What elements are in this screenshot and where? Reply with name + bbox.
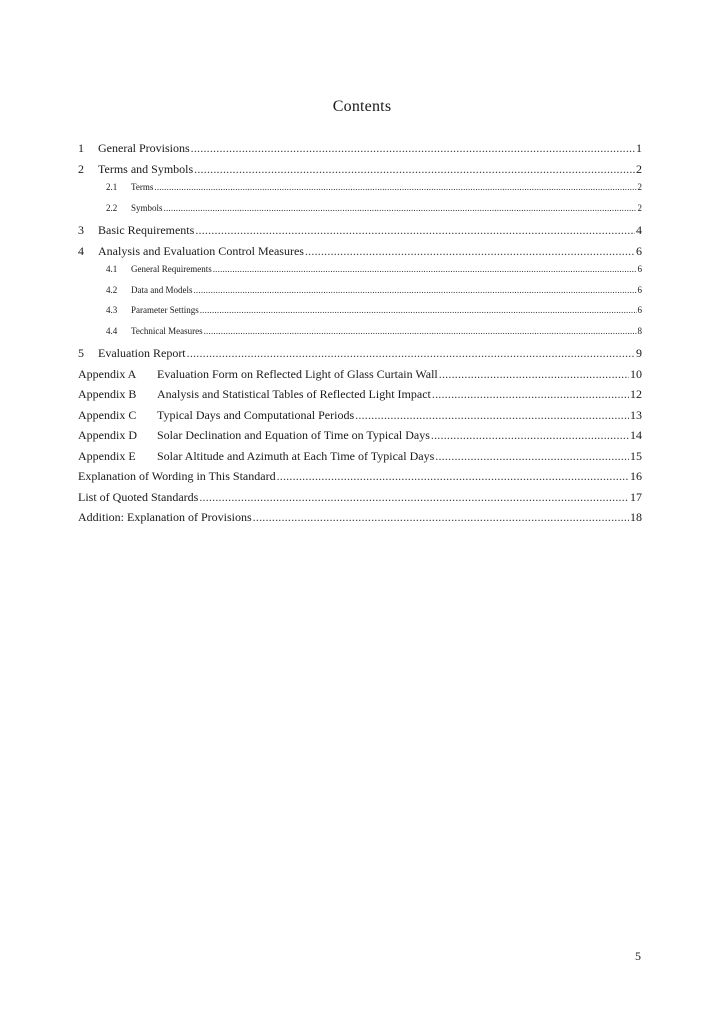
toc-entry-page: 13 bbox=[630, 407, 642, 422]
toc-entry-page: 14 bbox=[630, 428, 642, 442]
toc-entry[interactable] bbox=[78, 244, 642, 265]
toc-entry-label: Evaluation Report bbox=[98, 346, 186, 360]
toc-entry[interactable] bbox=[78, 449, 642, 470]
toc-entry[interactable] bbox=[78, 387, 642, 408]
toc-entry[interactable] bbox=[78, 305, 642, 326]
toc-entry[interactable] bbox=[78, 428, 642, 449]
toc-entry-page: 4 bbox=[636, 223, 642, 237]
toc-entry-label: Typical Days and Computational Periods bbox=[157, 407, 355, 422]
toc-entry-label: Analysis and Statistical Tables of Reflected Light Impact bbox=[157, 387, 431, 401]
toc-leader-dots bbox=[187, 346, 635, 361]
toc-entry-number: Appendix E bbox=[78, 448, 136, 463]
page-number: 5 bbox=[635, 949, 641, 963]
toc-entry-number: 4.1 bbox=[106, 264, 118, 274]
toc-entry-number: 4 bbox=[78, 243, 84, 258]
toc-entry[interactable] bbox=[78, 223, 642, 244]
toc-entry-number: 4.4 bbox=[106, 325, 118, 336]
toc-leader-dots bbox=[253, 510, 629, 525]
toc-entry-number: Appendix B bbox=[78, 387, 137, 401]
toc-entry-page: 17 bbox=[630, 489, 642, 504]
toc-leader-dots bbox=[431, 428, 629, 443]
toc-entry-number: 2.1 bbox=[106, 182, 118, 192]
toc-entry-label: Terms bbox=[131, 182, 154, 192]
toc-entry-number: 4.2 bbox=[106, 284, 118, 295]
toc-entry[interactable] bbox=[78, 490, 642, 511]
toc-leader-dots bbox=[200, 305, 637, 315]
toc-entry-label: Basic Requirements bbox=[98, 223, 195, 237]
toc-entry-page: 9 bbox=[636, 346, 642, 360]
toc-entry-number: Appendix C bbox=[78, 407, 137, 422]
toc-leader-dots bbox=[164, 203, 637, 213]
toc-entry[interactable] bbox=[78, 285, 642, 306]
toc-entry-label: Addition: Explanation of Provisions bbox=[78, 510, 252, 524]
toc-entry-number: Appendix D bbox=[78, 428, 137, 442]
toc-entry-label: Explanation of Wording in This Standard bbox=[78, 469, 276, 483]
toc-entry-label: Terms and Symbols bbox=[98, 161, 194, 176]
toc-entry-number: 2 bbox=[78, 161, 84, 176]
toc-entry-page: 6 bbox=[637, 305, 642, 315]
toc-entry-number: Appendix A bbox=[78, 366, 137, 381]
toc-entry[interactable] bbox=[78, 182, 642, 203]
table-of-contents bbox=[78, 141, 642, 531]
toc-entry[interactable] bbox=[78, 367, 642, 388]
toc-entry[interactable] bbox=[78, 326, 642, 347]
toc-entry-number: 1 bbox=[78, 141, 84, 155]
toc-entry-page: 2 bbox=[637, 182, 642, 192]
toc-entry-page: 2 bbox=[636, 161, 642, 176]
toc-entry[interactable] bbox=[78, 469, 642, 490]
toc-entry-label: Parameter Settings bbox=[131, 305, 199, 315]
toc-entry-page: 1 bbox=[636, 141, 642, 155]
toc-leader-dots bbox=[439, 367, 629, 382]
toc-leader-dots bbox=[435, 449, 629, 464]
toc-leader-dots bbox=[199, 490, 629, 505]
toc-entry-label: Symbols bbox=[131, 202, 163, 213]
toc-entry-label: Technical Measures bbox=[131, 325, 203, 336]
toc-leader-dots bbox=[194, 162, 635, 177]
toc-entry[interactable] bbox=[78, 162, 642, 183]
toc-entry[interactable] bbox=[78, 346, 642, 367]
toc-entry-page: 6 bbox=[637, 284, 642, 295]
toc-entry[interactable] bbox=[78, 510, 642, 531]
toc-entry-label: General Provisions bbox=[98, 141, 190, 155]
toc-leader-dots bbox=[277, 469, 629, 484]
toc-leader-dots bbox=[432, 387, 629, 402]
toc-entry-page: 12 bbox=[630, 387, 642, 401]
toc-leader-dots bbox=[193, 285, 636, 295]
toc-entry-label: List of Quoted Standards bbox=[78, 489, 199, 504]
page-title: Contents bbox=[332, 98, 392, 115]
toc-entry-label: General Requirements bbox=[131, 264, 212, 274]
toc-entry-page: 6 bbox=[637, 264, 642, 274]
toc-entry-label: Solar Altitude and Azimuth at Each Time of Typical Days bbox=[157, 448, 435, 463]
toc-entry-page: 8 bbox=[637, 325, 642, 336]
toc-leader-dots bbox=[213, 264, 637, 274]
toc-entry-number: 3 bbox=[78, 223, 84, 237]
toc-entry-number: 5 bbox=[78, 346, 84, 360]
toc-entry-page: 10 bbox=[630, 366, 642, 381]
toc-entry-label: Evaluation Form on Reflected Light of Glass Curtain Wall bbox=[157, 366, 438, 381]
toc-entry-page: 18 bbox=[630, 510, 642, 524]
toc-entry-label: Solar Declination and Equation of Time on Typical Days bbox=[157, 428, 430, 442]
toc-leader-dots bbox=[305, 244, 635, 259]
toc-entry-page: 6 bbox=[636, 243, 642, 258]
toc-entry[interactable] bbox=[78, 408, 642, 429]
toc-entry-page: 15 bbox=[630, 448, 642, 463]
toc-leader-dots bbox=[355, 408, 629, 423]
toc-leader-dots bbox=[195, 223, 635, 238]
toc-leader-dots bbox=[154, 182, 636, 192]
toc-leader-dots bbox=[204, 326, 637, 336]
toc-entry-label: Analysis and Evaluation Control Measures bbox=[98, 243, 304, 258]
toc-entry[interactable] bbox=[78, 203, 642, 224]
toc-entry-page: 16 bbox=[630, 469, 642, 483]
toc-entry-label: Data and Models bbox=[131, 284, 193, 295]
toc-entry-number: 4.3 bbox=[106, 305, 118, 315]
toc-entry[interactable] bbox=[78, 264, 642, 285]
toc-leader-dots bbox=[191, 141, 635, 156]
toc-entry-number: 2.2 bbox=[106, 202, 118, 213]
toc-entry[interactable] bbox=[78, 141, 642, 162]
toc-entry-page: 2 bbox=[637, 202, 642, 213]
